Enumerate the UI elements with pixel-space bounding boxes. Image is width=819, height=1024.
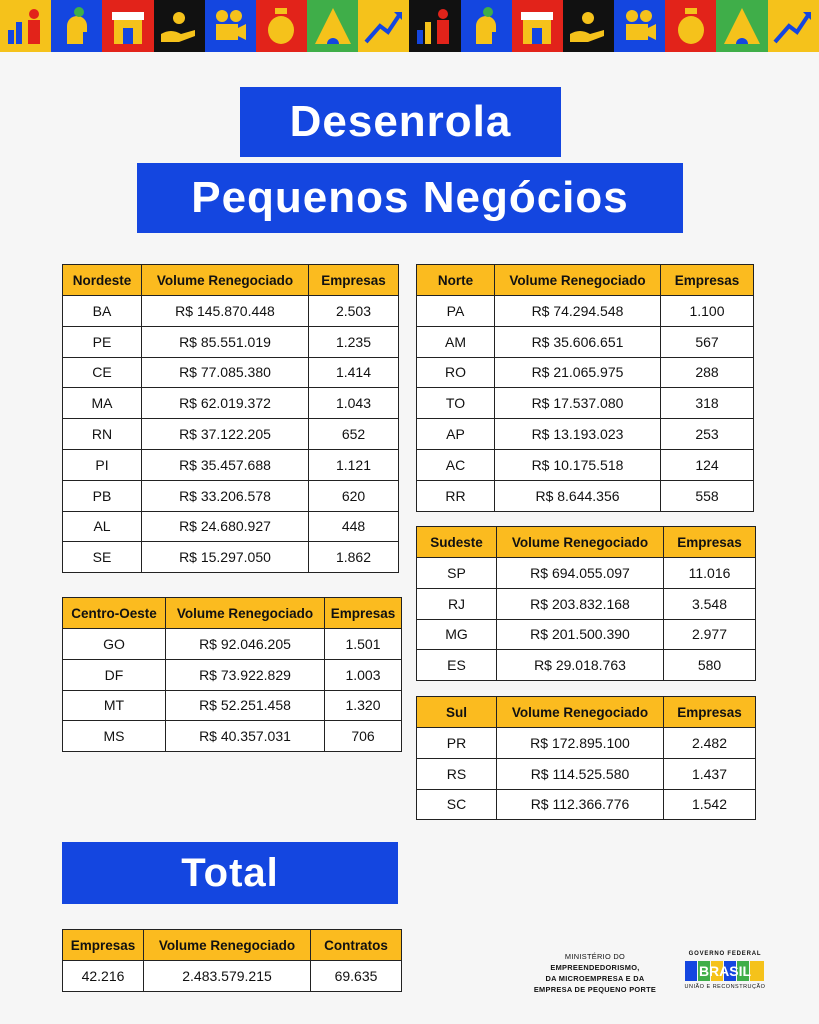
header-contratos: Contratos [311, 930, 402, 961]
table-row [63, 326, 399, 357]
cell-empresas: 318 [661, 388, 754, 419]
table-sudeste [416, 526, 756, 681]
cell-empresas: 1.003 [325, 659, 402, 690]
cell-state: SC [417, 789, 497, 820]
cell-state: GO [63, 629, 166, 660]
cell-state: RJ [417, 588, 497, 619]
cell-empresas: 1.320 [325, 690, 402, 721]
cell-empresas: 11.016 [664, 558, 756, 589]
cell-state: CE [63, 357, 142, 388]
cell-empresas: 1.121 [309, 449, 399, 480]
gov-bottom-text: UNIÃO E RECONSTRUÇÃO [684, 984, 766, 990]
cell-volume: R$ 74.294.548 [495, 296, 661, 327]
icon-banner [0, 0, 819, 52]
cell-empresas: 1.043 [309, 388, 399, 419]
table-row [417, 480, 754, 511]
cell-state: RN [63, 419, 142, 450]
chart-people-icon [409, 0, 460, 52]
table-header-row [63, 930, 402, 961]
head-lightbulb-icon [461, 0, 512, 52]
cell-empresas: 706 [325, 721, 402, 752]
cell-volume: R$ 15.297.050 [142, 542, 309, 573]
cell-volume: R$ 10.175.518 [495, 449, 661, 480]
header-empresas: Empresas [309, 265, 399, 296]
total-contratos: 69.635 [311, 961, 402, 992]
cell-volume: R$ 13.193.023 [495, 419, 661, 450]
ministry-logo [520, 951, 670, 995]
cell-volume: R$ 73.922.829 [166, 659, 325, 690]
cell-empresas: 652 [309, 419, 399, 450]
cell-empresas: 124 [661, 449, 754, 480]
cell-volume: R$ 92.046.205 [166, 629, 325, 660]
cell-volume: R$ 145.870.448 [142, 296, 309, 327]
cell-volume: R$ 29.018.763 [497, 650, 664, 681]
cell-state: AL [63, 511, 142, 542]
header-empresas: Empresas [661, 265, 754, 296]
cell-empresas: 2.482 [664, 728, 756, 759]
cell-state: BA [63, 296, 142, 327]
cell-state: MS [63, 721, 166, 752]
cell-volume: R$ 172.895.100 [497, 728, 664, 759]
table-row [63, 629, 402, 660]
table-row [417, 758, 756, 789]
cell-state: PB [63, 480, 142, 511]
cell-empresas: 1.437 [664, 758, 756, 789]
table-row [417, 357, 754, 388]
cell-state: PE [63, 326, 142, 357]
table-row [63, 542, 399, 573]
table-row [417, 728, 756, 759]
table-row [417, 588, 756, 619]
cell-volume: R$ 33.206.578 [142, 480, 309, 511]
growth-arrow-icon [768, 0, 819, 52]
cell-volume: R$ 114.525.580 [497, 758, 664, 789]
table-row [63, 357, 399, 388]
cell-empresas: 448 [309, 511, 399, 542]
cell-volume: R$ 203.832.168 [497, 588, 664, 619]
cell-state: MT [63, 690, 166, 721]
table-norte [416, 264, 754, 512]
cell-state: PI [63, 449, 142, 480]
table-row [417, 789, 756, 820]
header-region: Sudeste [417, 527, 497, 558]
header-empresas: Empresas [664, 527, 756, 558]
cell-volume: R$ 37.122.205 [142, 419, 309, 450]
cell-empresas: 2.503 [309, 296, 399, 327]
cell-volume: R$ 85.551.019 [142, 326, 309, 357]
cell-volume: R$ 40.357.031 [166, 721, 325, 752]
hand-coin-icon [563, 0, 614, 52]
table-total [62, 929, 402, 992]
cell-empresas: 1.414 [309, 357, 399, 388]
cell-volume: R$ 17.537.080 [495, 388, 661, 419]
cell-empresas: 1.100 [661, 296, 754, 327]
cell-state: RR [417, 480, 495, 511]
storefront-icon [102, 0, 153, 52]
table-nordeste [62, 264, 399, 573]
header-volume: Volume Renegociado [166, 598, 325, 629]
total-volume: 2.483.579.215 [144, 961, 311, 992]
table-header-row [63, 265, 399, 296]
table-row [417, 650, 756, 681]
header-region: Sul [417, 697, 497, 728]
table-header-row [417, 697, 756, 728]
cell-empresas: 2.977 [664, 619, 756, 650]
table-row [63, 449, 399, 480]
cell-empresas: 1.235 [309, 326, 399, 357]
cell-state: PR [417, 728, 497, 759]
triangle-icon [307, 0, 358, 52]
cell-state: MG [417, 619, 497, 650]
cell-volume: R$ 35.606.651 [495, 326, 661, 357]
header-volume: Volume Renegociado [495, 265, 661, 296]
cell-state: AP [417, 419, 495, 450]
cell-state: ES [417, 650, 497, 681]
header-region: Nordeste [63, 265, 142, 296]
cell-volume: R$ 24.680.927 [142, 511, 309, 542]
vase-icon [256, 0, 307, 52]
table-sul [416, 696, 756, 820]
table-row [63, 721, 402, 752]
gov-top-text: GOVERNO FEDERAL [688, 951, 762, 957]
table-row [63, 961, 402, 992]
cell-empresas: 3.548 [664, 588, 756, 619]
table-row [63, 388, 399, 419]
table-centro-oeste [62, 597, 402, 752]
table-row [63, 296, 399, 327]
ministry-line3: DA MICROEMPRESA E DA [545, 974, 645, 983]
government-logo [683, 951, 767, 990]
table-row [417, 619, 756, 650]
cell-empresas: 1.542 [664, 789, 756, 820]
header-empresas: Empresas [63, 930, 144, 961]
table-row [63, 511, 399, 542]
cell-state: PA [417, 296, 495, 327]
header-volume: Volume Renegociado [497, 697, 664, 728]
cell-volume: R$ 201.500.390 [497, 619, 664, 650]
head-lightbulb-icon [51, 0, 102, 52]
header-empresas: Empresas [664, 697, 756, 728]
cell-empresas: 253 [661, 419, 754, 450]
film-camera-icon [205, 0, 256, 52]
cell-empresas: 580 [664, 650, 756, 681]
cell-volume: R$ 62.019.372 [142, 388, 309, 419]
table-row [63, 690, 402, 721]
cell-state: SE [63, 542, 142, 573]
total-title: Total [62, 842, 398, 904]
ministry-line4: EMPRESA DE PEQUENO PORTE [533, 985, 657, 994]
triangle-icon [716, 0, 767, 52]
cell-volume: R$ 112.366.776 [497, 789, 664, 820]
table-row [417, 326, 754, 357]
growth-arrow-icon [358, 0, 409, 52]
table-row [63, 480, 399, 511]
table-row [417, 419, 754, 450]
cell-empresas: 1.501 [325, 629, 402, 660]
header-volume: Volume Renegociado [497, 527, 664, 558]
header-region: Norte [417, 265, 495, 296]
table-header-row [417, 265, 754, 296]
film-camera-icon [614, 0, 665, 52]
table-row [63, 419, 399, 450]
cell-state: AC [417, 449, 495, 480]
cell-state: RO [417, 357, 495, 388]
cell-state: SP [417, 558, 497, 589]
table-row [417, 296, 754, 327]
cell-empresas: 1.862 [309, 542, 399, 573]
cell-volume: R$ 52.251.458 [166, 690, 325, 721]
cell-state: AM [417, 326, 495, 357]
cell-volume: R$ 77.085.380 [142, 357, 309, 388]
header-volume: Volume Renegociado [144, 930, 311, 961]
vase-icon [665, 0, 716, 52]
total-empresas: 42.216 [63, 961, 144, 992]
header-volume: Volume Renegociado [142, 265, 309, 296]
cell-empresas: 558 [661, 480, 754, 511]
header-empresas: Empresas [325, 598, 402, 629]
cell-state: DF [63, 659, 166, 690]
hand-coin-icon [154, 0, 205, 52]
table-row [417, 558, 756, 589]
cell-empresas: 620 [309, 480, 399, 511]
cell-volume: R$ 8.644.356 [495, 480, 661, 511]
header-region: Centro-Oeste [63, 598, 166, 629]
chart-people-icon [0, 0, 51, 52]
ministry-line2: EMPREENDEDORISMO, [550, 963, 640, 972]
cell-state: RS [417, 758, 497, 789]
table-header-row [417, 527, 756, 558]
table-row [63, 659, 402, 690]
ministry-line1: MINISTÉRIO DO [564, 952, 626, 961]
storefront-icon [512, 0, 563, 52]
cell-volume: R$ 35.457.688 [142, 449, 309, 480]
cell-volume: R$ 21.065.975 [495, 357, 661, 388]
page-subtitle: Pequenos Negócios [137, 163, 683, 233]
cell-state: TO [417, 388, 495, 419]
cell-volume: R$ 694.055.097 [497, 558, 664, 589]
cell-state: MA [63, 388, 142, 419]
cell-empresas: 567 [661, 326, 754, 357]
table-row [417, 449, 754, 480]
table-header-row [63, 598, 402, 629]
brasil-logo-text: BRASIL [698, 963, 752, 979]
cell-empresas: 288 [661, 357, 754, 388]
brasil-logo [684, 959, 766, 983]
table-row [417, 388, 754, 419]
page-title: Desenrola [240, 87, 561, 157]
